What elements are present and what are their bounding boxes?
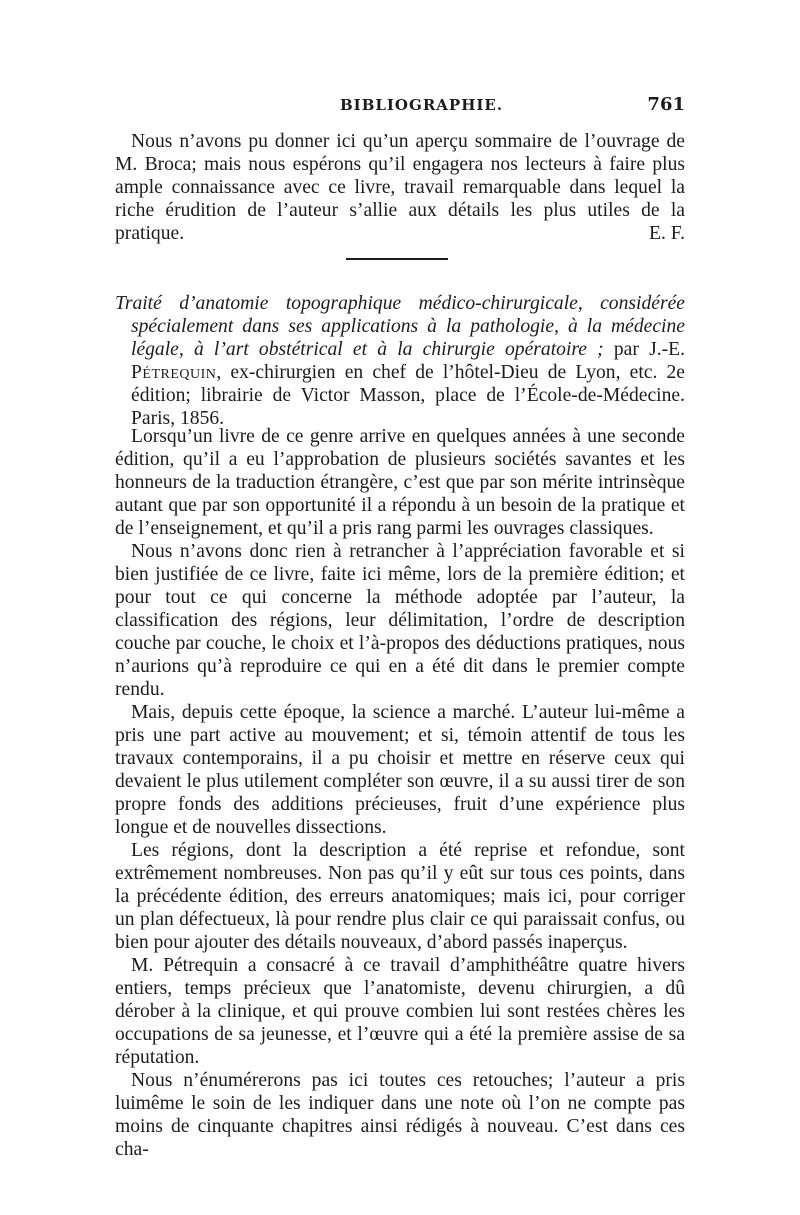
body-paragraph-5: M. Pétrequin a consacré à ce travail d’amphithéâtre quatre hivers entiers, temps précieux que l’anatomiste, devenu chirurgien, a dû dérober à la clinique, et qui prouve combien lui sont restées chères les occupations de sa jeunesse, et l’œuvre qui a été la première assise de sa réputation.: [115, 955, 685, 1068]
book-publication: , ex-chirurgien en chef de l’hôtel-Dieu de Lyon, etc. 2e édition; librairie de Victor Masson, place de l’École-de-Médecine. Paris, 1856.: [131, 362, 685, 429]
body-paragraph-1: Lorsqu’un livre de ce genre arrive en quelques années à une seconde édition, qu’il a eu l’approbation de plusieurs sociétés savantes et les honneurs de la traduction étrangère, c’est que par son mérite intrinsèque autant que par son opportunité il a répondu à un besoin de la pratique et de l’enseignement, et qu’il a pris rang parmi les ouvrages classiques.: [115, 426, 685, 539]
closing-paragraph: Nous n’avons pu donner ici qu’un aperçu sommaire de l’ouvrage de M. Broca; mais nous espérons qu’il engagera nos lecteurs à faire plus ample connaissance avec ce livre, travail remarquable dans lequel la riche érudition de l’auteur s’allie aux détails les plus utiles de la pratique.: [115, 131, 685, 244]
book-by: par J.-E.: [603, 339, 685, 360]
book-author: Pétrequin: [131, 362, 217, 383]
page-header: [115, 96, 685, 122]
bibliographic-entry: [115, 292, 685, 430]
review-heading: [115, 292, 685, 430]
running-head: BIBLIOGRAPHIE.: [340, 96, 504, 114]
section-divider: [346, 258, 448, 260]
body-paragraph-3: Mais, depuis cette époque, la science a marché. L’auteur lui-même a pris une part active au mouvement; et si, témoin attentif de tous les travaux contemporains, il a pu choisir et mettre en réserve ceux qui devaient le plus utilement compléter son œuvre, il a su aussi tirer de son propre fonds des additions précieuses, fruit d’une expérience plus longue et de nouvelles dissections.: [115, 702, 685, 838]
closing-section: [115, 130, 685, 245]
page-number: 761: [647, 94, 685, 115]
body-paragraph-6: Nous n’énumérerons pas ici toutes ces retouches; l’auteur a pris luimême le soin de les indiquer dans une note où l’on ne compte pas moins de cinquante chapitres ainsi rédigés à nouveau. C’est dans ces cha-: [115, 1070, 685, 1160]
review-body: [115, 425, 685, 1161]
author-signature: E. F.: [649, 223, 685, 244]
body-paragraph-4: Les régions, dont la description a été reprise et refondue, sont extrêmement nombreuses. Non pas qu’il y eût sur tous ces points, dans la précédente édition, des erreurs anatomiques; mais ici, pour corriger un plan défectueux, là pour rendre plus clair ce qui paraissait confus, ou bien pour ajouter des détails nouveaux, d’abord passés inaperçus.: [115, 840, 685, 953]
book-title: Traité d’anatomie topographique médico-chirurgicale, considérée spécialement dans ses applications à la pathologie, à la médecine légale, à l’art obstétrical et à la chirurgie opératoire ;: [115, 293, 685, 360]
body-paragraph-2: Nous n’avons donc rien à retrancher à l’appréciation favorable et si bien justifiée de ce livre, faite ici même, lors de la première édition; et pour tout ce qui concerne la méthode adoptée par l’auteur, la classification des régions, leur délimitation, l’ordre de description couche par couche, le choix et l’à-propos des déductions pratiques, nous n’aurions qu’à reproduire ce qui en a été dit dans le premier compte rendu.: [115, 541, 685, 700]
